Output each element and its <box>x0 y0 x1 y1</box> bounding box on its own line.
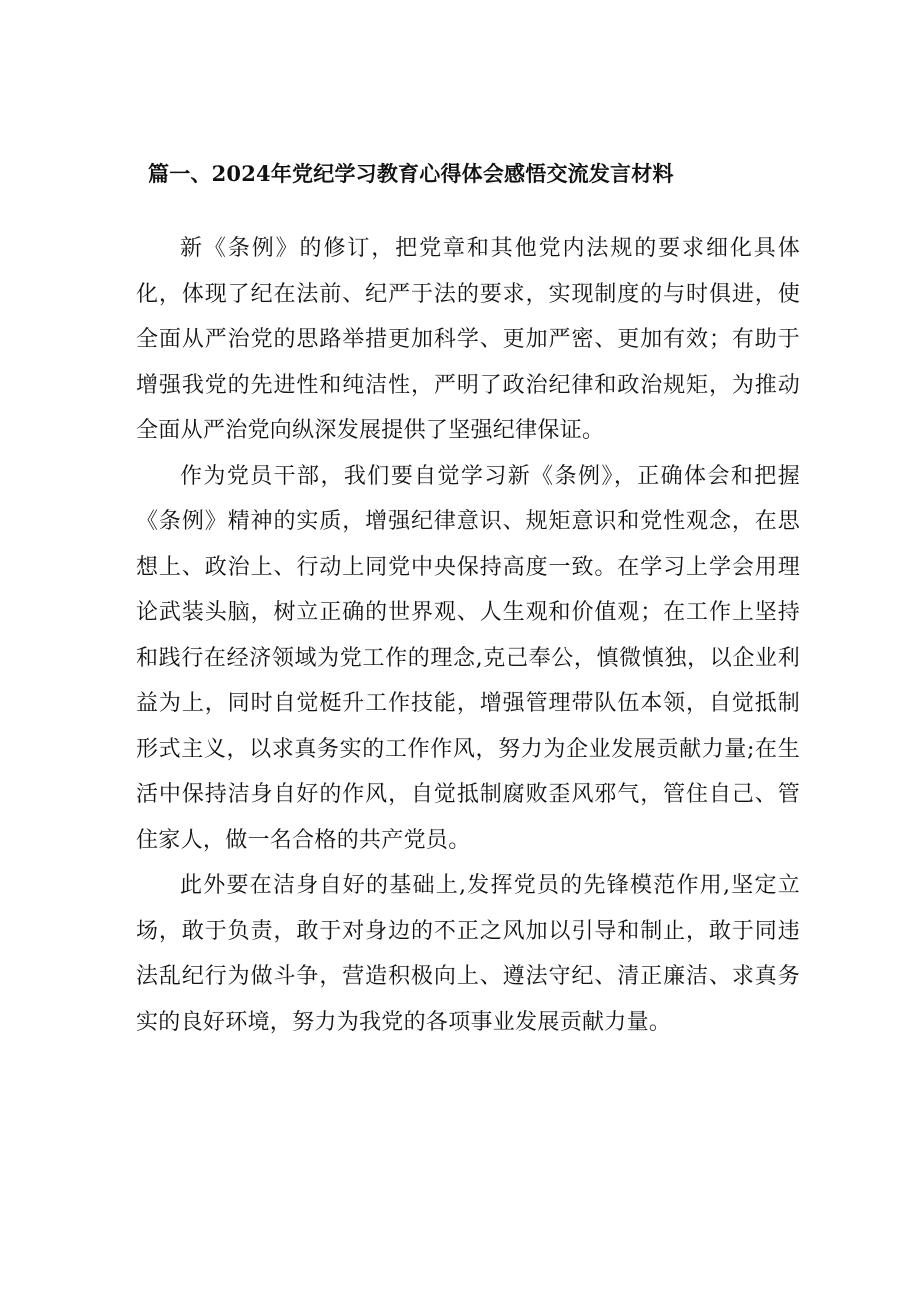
paragraph-3: 此外要在洁身自好的基础上,发挥党员的先锋模范作用,坚定立场，敢于负责，敢于对身边的不正之风加以引导和制止，敢于同违法乱纪行为做斗争，营造积极向上、遵法守纪、清正廉洁、求真务实的良好环境，努力为我党的各项事业发展贡献力量。 <box>136 873 800 1035</box>
paragraph-2: 作为党员干部，我们要自觉学习新《条例》，正确体会和把握《条例》精神的实质，增强纪律意识、规矩意识和党性观念，在思想上、政治上、行动上同党中央保持高度一致。在学习上学会用理论武装头脑，树立正确的世界观、人生观和价值观；在工作上坚持和践行在经济领域为党工作的理念,克己奉公，慎微慎独，以企业利益为上，同时自觉梃升工作技能，增强管理带队伍本领，自觉抵制形式主义，以求真务实的工作作风，努力为企业发展贡献力量;在生活中保持洁身自好的作风，自觉抵制腐败歪风邪气，管住自己、管住家人，做一名合格的共产党员。 <box>136 463 800 853</box>
paragraph-1: 新《条例》的修订，把党章和其他党内法规的要求细化具体化，体现了纪在法前、纪严于法的要求，实现制度的与时俱进，使全面从严治党的思路举措更加科学、更加严密、更加有效；有助于增强我党的先进性和纯洁性，严明了政治纪律和政治规矩，为推动全面从严治党向纵深发展提供了坚强纪律保证。 <box>136 236 800 443</box>
document-title: 篇一、2024年党纪学习教育心得体会感悟交流发言材料 <box>148 161 674 186</box>
document-body <box>136 226 800 1045</box>
